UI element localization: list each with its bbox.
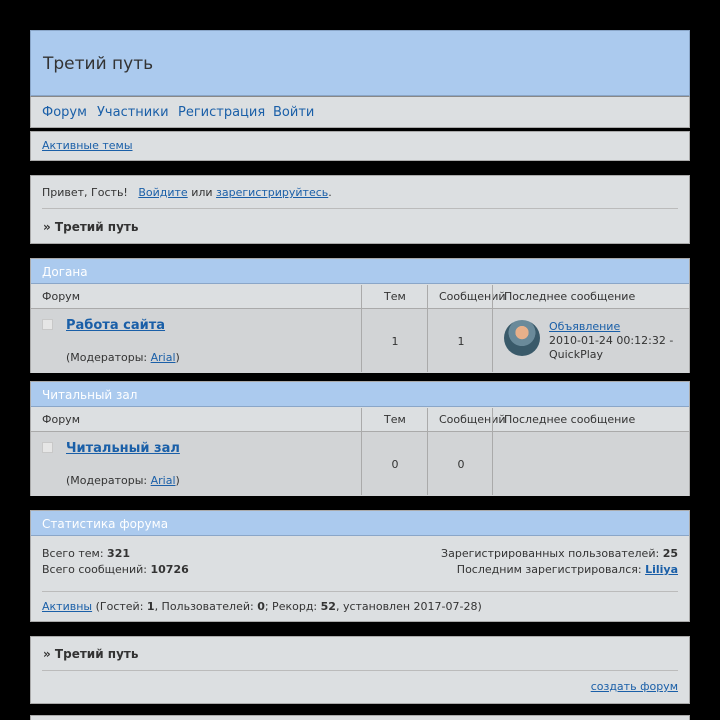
column-headers bbox=[31, 285, 689, 309]
post-count: 1 bbox=[457, 335, 465, 348]
column-divider bbox=[361, 285, 362, 372]
breadcrumb: » Третий путь bbox=[43, 220, 139, 234]
forum-link[interactable]: Читальный зал bbox=[66, 441, 180, 456]
moderator-link[interactable]: Arial bbox=[150, 474, 176, 487]
greeting: Привет, Гость! bbox=[42, 186, 128, 199]
stats-left bbox=[42, 546, 189, 578]
footer-box bbox=[30, 636, 690, 704]
users-label: Зарегистрированных пользователей: bbox=[441, 547, 663, 560]
category-reading-room bbox=[30, 381, 690, 496]
site-title: Третий путь bbox=[43, 54, 154, 74]
register-link[interactable]: зарегистрируйтесь bbox=[216, 186, 329, 199]
divider bbox=[42, 670, 678, 671]
nav-register[interactable]: Регистрация bbox=[178, 105, 266, 120]
create-forum-link[interactable]: создать форум bbox=[590, 680, 678, 693]
forum-stats bbox=[30, 510, 690, 622]
topics-total: 321 bbox=[107, 547, 131, 560]
moderators bbox=[66, 351, 180, 364]
guests-count: 1 bbox=[146, 600, 155, 613]
record-count: 52 bbox=[320, 600, 336, 613]
col-forum: Форум bbox=[42, 413, 80, 426]
posts-total: 10726 bbox=[150, 563, 189, 576]
post-count: 0 bbox=[457, 458, 465, 471]
moderator-link[interactable]: Arial bbox=[150, 351, 176, 364]
forum-link[interactable]: Работа сайта bbox=[66, 318, 166, 333]
divider bbox=[42, 208, 678, 209]
divider bbox=[42, 591, 678, 592]
col-topics: Тем bbox=[384, 413, 406, 426]
active-topics-link[interactable]: Активные темы bbox=[42, 139, 133, 152]
col-posts: Сообщений bbox=[439, 290, 506, 303]
col-forum: Форум bbox=[42, 290, 80, 303]
dot-text: . bbox=[328, 186, 332, 199]
members-label: , Пользователей: bbox=[154, 600, 258, 613]
nav-members[interactable]: Участники bbox=[97, 105, 169, 120]
col-last: Последнее сообщение bbox=[504, 413, 636, 426]
category-title: Догана bbox=[31, 259, 689, 284]
mods-label: (Модераторы: bbox=[66, 474, 151, 487]
or-text: или bbox=[191, 186, 213, 199]
last-post-date: 2010-01-24 00:12:32 - bbox=[549, 334, 674, 347]
stats-title: Статистика форума bbox=[31, 511, 689, 536]
forum-row bbox=[31, 309, 689, 373]
mods-label: (Модераторы: bbox=[66, 351, 151, 364]
mods-close: ) bbox=[175, 351, 180, 364]
last-user-label: Последним зарегистрировался: bbox=[456, 563, 646, 576]
record-date: , установлен 2017-07-28) bbox=[335, 600, 482, 613]
nav-forum[interactable]: Форум bbox=[42, 105, 87, 120]
column-divider bbox=[427, 285, 428, 372]
forum-status-icon bbox=[42, 319, 53, 330]
guests-label: (Гостей: bbox=[92, 600, 147, 613]
record-label: ; Рекорд: bbox=[264, 600, 321, 613]
active-users-link[interactable]: Активны bbox=[42, 600, 93, 613]
col-posts: Сообщений bbox=[439, 413, 506, 426]
online-info bbox=[42, 600, 482, 613]
avatar[interactable] bbox=[504, 320, 540, 356]
login-link[interactable]: Войдите bbox=[138, 186, 188, 199]
col-last: Последнее сообщение bbox=[504, 290, 636, 303]
column-divider bbox=[361, 408, 362, 495]
column-divider bbox=[492, 285, 493, 372]
last-user-link[interactable]: Liliya bbox=[645, 563, 678, 576]
col-topics: Тем bbox=[384, 290, 406, 303]
column-divider bbox=[427, 408, 428, 495]
mods-close: ) bbox=[175, 474, 180, 487]
column-headers bbox=[31, 408, 689, 432]
welcome-box bbox=[30, 175, 690, 244]
members-count: 0 bbox=[257, 600, 265, 613]
main-nav bbox=[30, 96, 690, 128]
category-dogana bbox=[30, 258, 690, 373]
stats-right bbox=[441, 546, 678, 578]
welcome-text bbox=[42, 186, 332, 199]
topic-count: 1 bbox=[391, 335, 399, 348]
site-header bbox=[30, 30, 690, 96]
forum-status-icon bbox=[42, 442, 53, 453]
sub-nav bbox=[30, 131, 690, 161]
last-post bbox=[549, 320, 673, 362]
topics-label: Всего тем: bbox=[42, 547, 108, 560]
nav-login[interactable]: Войти bbox=[273, 105, 315, 120]
users-total: 25 bbox=[662, 547, 678, 560]
last-post-link[interactable]: Объявление bbox=[549, 320, 621, 333]
column-divider bbox=[492, 408, 493, 495]
forum-row bbox=[31, 432, 689, 496]
category-title: Читальный зал bbox=[31, 382, 689, 407]
last-post-user: QuickPlay bbox=[549, 348, 604, 361]
bottom-bar bbox=[30, 715, 690, 720]
posts-label: Всего сообщений: bbox=[42, 563, 151, 576]
moderators bbox=[66, 474, 180, 487]
topic-count: 0 bbox=[391, 458, 399, 471]
breadcrumb: » Третий путь bbox=[43, 647, 139, 661]
